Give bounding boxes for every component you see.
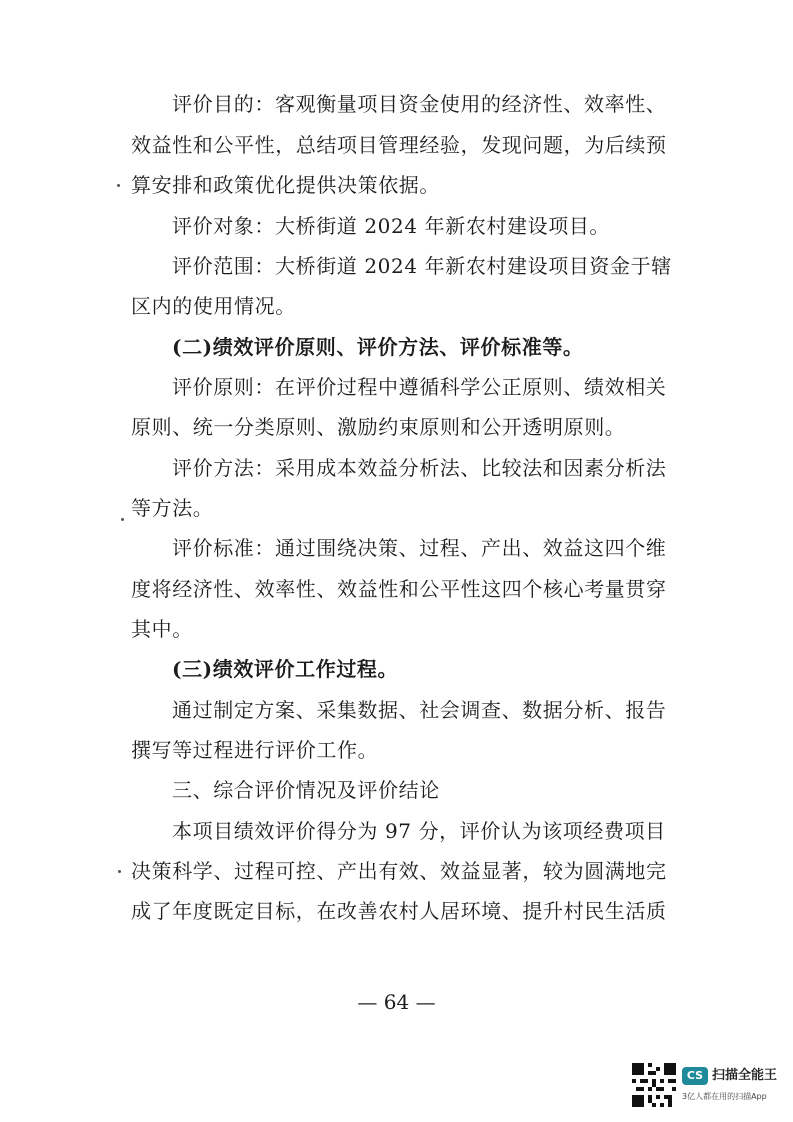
text-line: 评价标准：通过围绕决策、过程、产出、效益这四个维 xyxy=(172,536,667,560)
text-line: 评价原则：在评价过程中遵循科学公正原则、绩效相关 xyxy=(172,375,667,399)
text-line: 原则、统一分类原则、激励约束原则和公开透明原则。 xyxy=(131,415,626,439)
text-line: 算安排和政策优化提供决策依据。 xyxy=(131,173,440,197)
scan-speck xyxy=(117,184,120,187)
text-line: 其中。 xyxy=(131,617,193,641)
section-heading: (三)绩效评价工作过程。 xyxy=(172,657,399,681)
text-line: 评价对象：大桥街道 2024 年新农村建设项目。 xyxy=(172,214,611,238)
scanner-watermark xyxy=(632,1063,782,1109)
text-line: 效益性和公平性，总结项目管理经验，发现问题，为后续预 xyxy=(131,133,667,157)
brand-name: 扫描全能王 xyxy=(712,1068,778,1083)
text-line: 通过制定方案、采集数据、社会调查、数据分析、报告 xyxy=(172,698,667,722)
chapter-heading: 三、综合评价情况及评价结论 xyxy=(172,778,440,802)
text-line: 区内的使用情况。 xyxy=(131,294,296,318)
text-line: 评价目的：客观衡量项目资金使用的经济性、效率性、 xyxy=(172,92,667,116)
text-line: 成了年度既定目标，在改善农村人居环境、提升村民生活质 xyxy=(131,899,667,923)
text-line: 评价范围：大桥街道 2024 年新农村建设项目资金于辖 xyxy=(172,254,672,278)
qr-code-icon xyxy=(632,1063,676,1107)
section-heading: (二)绩效评价原则、评价方法、评价标准等。 xyxy=(172,335,584,359)
cs-logo-icon: CS xyxy=(682,1067,708,1085)
scan-speck xyxy=(118,870,121,873)
brand-tagline: 3亿人都在用的扫描App xyxy=(682,1092,767,1101)
scan-speck xyxy=(121,518,124,521)
text-line: 撰写等过程进行评价工作。 xyxy=(131,738,379,762)
text-line: 等方法。 xyxy=(131,496,214,520)
text-line: 决策科学、过程可控、产出有效、效益显著，较为圆满地完 xyxy=(131,859,667,883)
text-line: 本项目绩效评价得分为 97 分，评价认为该项经费项目 xyxy=(172,819,666,843)
text-line: 度将经济性、效率性、效益性和公平性这四个核心考量贯穿 xyxy=(131,577,667,601)
page-number: — 64 — xyxy=(357,990,436,1014)
text-line: 评价方法：采用成本效益分析法、比较法和因素分析法 xyxy=(172,456,667,480)
